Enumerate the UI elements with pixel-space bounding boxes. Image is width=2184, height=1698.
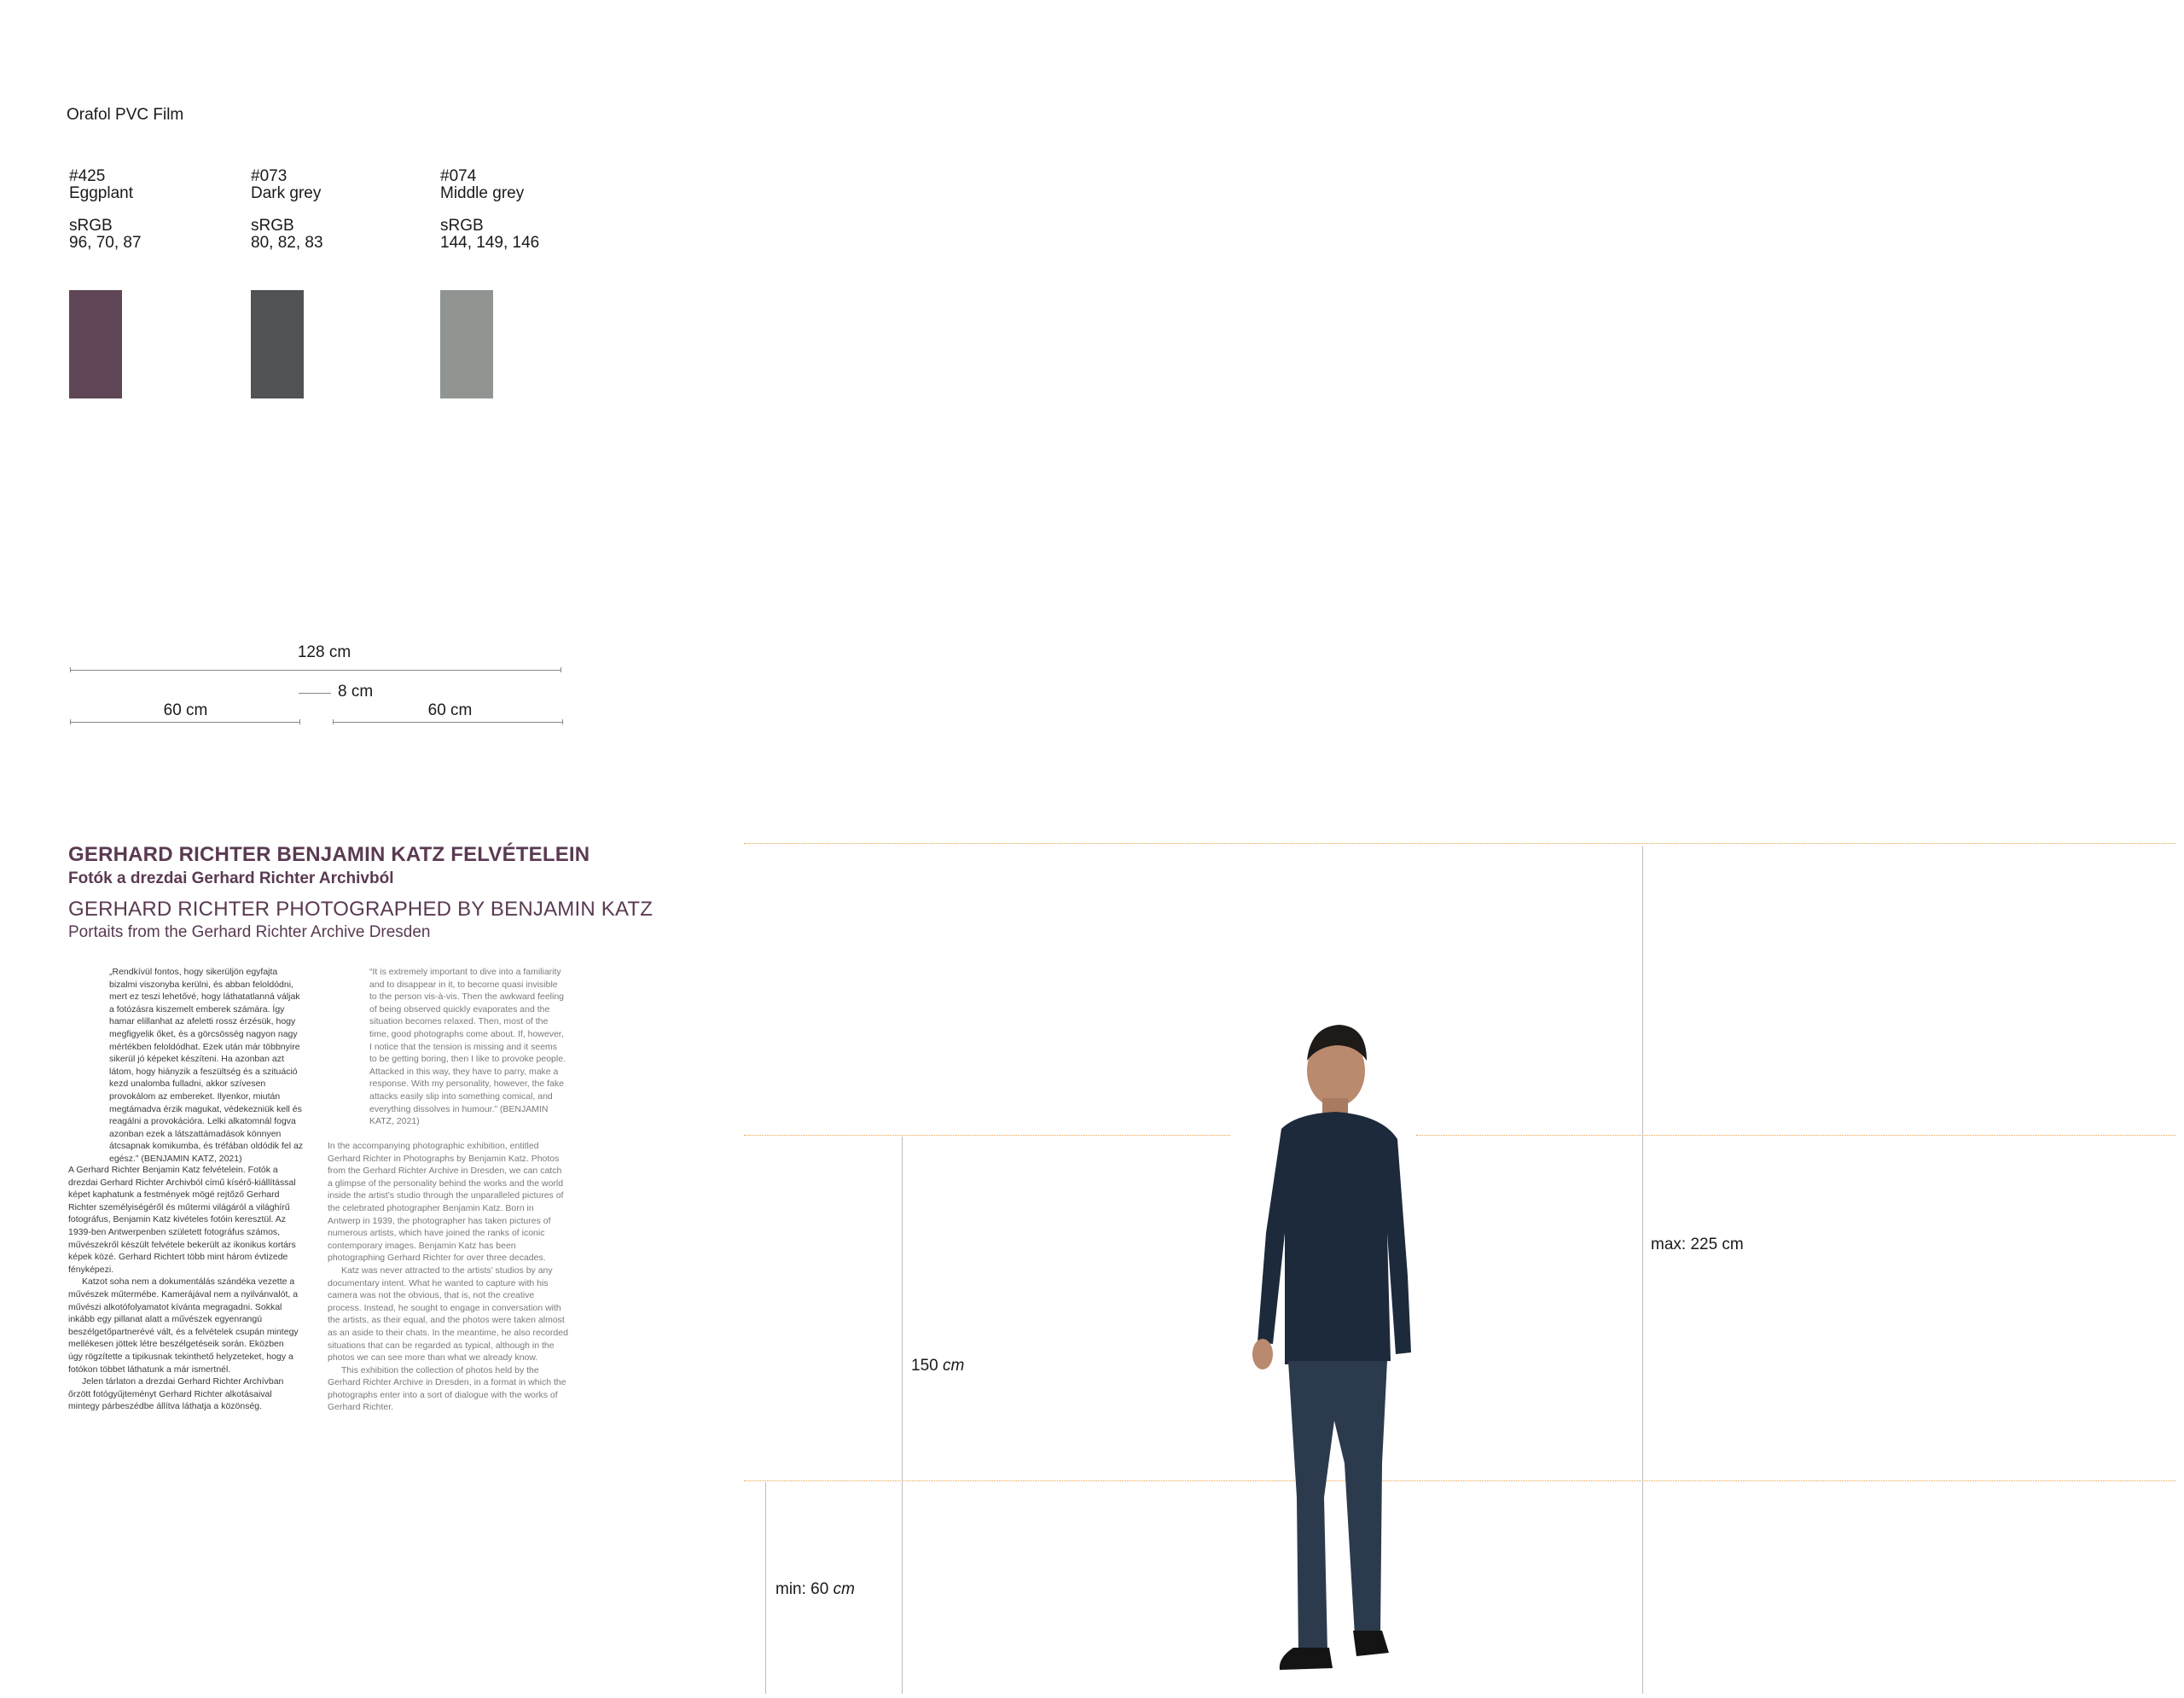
- dimension-tick: [333, 719, 334, 724]
- intro-hu: [68, 1164, 299, 1413]
- swatch-rgb: 144, 149, 146: [440, 234, 540, 252]
- dimension-right-panel-label: 60 cm: [427, 701, 473, 719]
- min-height-value: min: 60: [775, 1580, 829, 1598]
- color-chip-dark-grey: [251, 290, 304, 398]
- swatch-rgb: 96, 70, 87: [69, 234, 142, 252]
- dimension-tick: [70, 719, 71, 724]
- swatch-info-dark-grey: [251, 168, 323, 252]
- panel-title-en: GERHARD RICHTER PHOTOGRAPHED BY BENJAMIN KATZ: [68, 898, 653, 921]
- quote-hu: [109, 966, 307, 1166]
- center-height-value: 150: [911, 1357, 938, 1375]
- center-height-label: [911, 1357, 964, 1375]
- intro-hu-paragraph: A Gerhard Richter Benjamin Katz felvételein. Fotók a drezdai Gerhard Richter Archivból című kísérő-kiállítással képet kaphatunk a festmények mögé rejtőző Gerhard Richter személyiségéről és műtermi világáról a világhírű fotográfus, Benjamin Katz kivételes fotóin keresztül. Az 1939-ben Antwerpenben született fotográfus számos, művészekről készült felvétele bekerült az ikonikus kortárs képek közé. Gerhard Richtert több mint három évtizede fényképezi.: [68, 1165, 296, 1275]
- intro-en-paragraph: Katz was never attracted to the artists’ studios by any documentary intent. What he wanted to capture with his camera was not the obvious, that is, not the creative process. Instead, he sought to engage in conversation with the artists, as their equal, and the photos were taken almost as an aside to their chats. In the meantime, he also recorded situations that can be regarded as typical, although in the photos we can see more than what we already know.: [328, 1265, 568, 1364]
- center-height-dimension-line: [902, 1137, 903, 1694]
- swatch-name: Dark grey: [251, 184, 322, 202]
- person-scale-figure: [1228, 1020, 1433, 1677]
- dimension-tick: [299, 719, 300, 724]
- dimension-total-label: 128 cm: [297, 643, 351, 661]
- swatch-space: sRGB: [69, 217, 113, 235]
- dimension-left-panel-label: 60 cm: [163, 701, 208, 719]
- center-height-guide-line: [1416, 1135, 2175, 1136]
- dimension-gap-label: 8 cm: [338, 683, 374, 701]
- intro-hu-paragraph: Jelen tárlaton a drezdai Gerhard Richter Archívban őrzött fotógyűjteményt Gerhard Richter alkotásaival mintegy párbeszédbe állítva láthatja a közönség.: [68, 1376, 284, 1412]
- panel-title-hu: GERHARD RICHTER BENJAMIN KATZ FELVÉTELEIN: [68, 843, 590, 866]
- intro-hu-paragraph: Katzot soha nem a dokumentálás szándéka vezette a művészek műtermébe. Kamerájával nem a nyilvánvalót, a művészi alkotófolyamatot kívánta megragadni. Sokkal inkább egy pillanat alatt a művészek egyenrangú beszélgetőpartnerévé vált, és a felvételek csupán mintegy mellékesen jöttek létre beszélgetéseik során. Eközben úgy rögzítette a tipikusnak tekinthető helyzeteket, hogy a fotókon többet láthatunk a már ismertnél.: [68, 1276, 299, 1375]
- swatch-info-middle-grey: [440, 168, 539, 252]
- swatch-space: sRGB: [440, 217, 484, 235]
- max-height-label: max: 225 cm: [1651, 1236, 1744, 1253]
- dimension-right-panel-line: [333, 722, 563, 723]
- min-height-guide-line: [744, 1480, 2175, 1481]
- min-height-dimension-line: [765, 1482, 766, 1694]
- quote-hu-text: „Rendkívül fontos, hogy sikerüljön egyfajta bizalmi viszonyba kerülni, és abban feloldódni, mert ez teszi lehetővé, hogy láthatatlanná váljak a fotózásra kiszemelt emberek számára. Így hamar elillanhat az afeletti rossz érzésük, hogy megfigyelik őket, és a görcsösség nagyon nagy mértékben feloldódhat. Ezek után már többnyire sikerül jó képeket készíteni. Ha azonban azt látom, hogy hiányzik a feszültség és a szituáció kezd unalomba fulladni, akkor szívesen provokálom az embereket. Ilyenkor, miután megtámadva érzik magukat, védekezniük kell és reagálni a provokációra. Lelki alkatomnál fogva azonban ezek a látszattámadások könnyen átcsapnak komikumba, és tréfában oldódik fel az egész.” (BENJAMIN KATZ, 2021): [109, 967, 304, 1164]
- color-chip-eggplant: [69, 290, 122, 398]
- swatch-code: #425: [69, 167, 106, 185]
- dimension-tick: [70, 667, 71, 672]
- intro-en-paragraph: In the accompanying photographic exhibition, entitled Gerhard Richter in Photographs by Benjamin Katz. Photos from the Gerhard Richter Archive in Dresden, we can catch a glimpse of the personality behind the works and the world inside the artist’s studio through the unparalleled pictures of the celebrated photographer Benjamin Katz. Born in Antwerp in 1939, the photographer has taken pictures of numerous artists, which have joined the ranks of iconic contemporary images. Benjamin Katz has been photographing Gerhard Richter for over three decades.: [328, 1141, 564, 1264]
- swatch-code: #073: [251, 167, 288, 185]
- intro-en: [328, 1140, 568, 1414]
- dimension-left-panel-line: [70, 722, 300, 723]
- dimension-tick: [562, 719, 563, 724]
- swatch-name: Middle grey: [440, 184, 525, 202]
- min-height-label: [775, 1580, 855, 1599]
- max-height-guide-line: [744, 843, 2175, 844]
- center-height-unit: cm: [942, 1357, 965, 1375]
- color-chip-middle-grey: [440, 290, 493, 398]
- swatch-info-eggplant: [69, 168, 142, 252]
- panel-subtitle-hu: Fotók a drezdai Gerhard Richter Archivból: [68, 869, 394, 887]
- center-height-guide-line: [744, 1135, 1230, 1136]
- dimension-total-line: [70, 670, 561, 671]
- quote-en-text: “It is extremely important to dive into a familiarity and to disappear in it, to become quasi invisible to the person vis-à-vis. Then the awkward feeling of being observed quickly evaporates and the situation becomes relaxed. Then, most of the time, good photographs come about. If, however, I notice that the tension is missing and it seems to be getting boring, then I like to provoke people. Attacked in this way, they have to parry, make a response. With my personality, however, the fake attacks easily slip into something comical, and everything dissolves in humour.” (BENJAMIN KATZ, 2021): [369, 967, 566, 1127]
- max-height-dimension-line: [1642, 846, 1643, 1694]
- panel-subtitle-en: Portaits from the Gerhard Richter Archive Dresden: [68, 923, 431, 941]
- swatch-name: Eggplant: [69, 184, 134, 202]
- min-height-unit: cm: [833, 1580, 855, 1598]
- swatch-rgb: 80, 82, 83: [251, 234, 323, 252]
- intro-en-paragraph: This exhibition the collection of photos held by the Gerhard Richter Archive in Dresden, in a format in which the photographs enter into a sort of dialogue with the works of Gerhard Richter.: [328, 1364, 566, 1413]
- dimension-gap-line: [299, 693, 331, 694]
- swatch-code: #074: [440, 167, 477, 185]
- quote-en: [369, 966, 566, 1128]
- swatch-space: sRGB: [251, 217, 294, 235]
- film-title: Orafol PVC Film: [67, 106, 184, 124]
